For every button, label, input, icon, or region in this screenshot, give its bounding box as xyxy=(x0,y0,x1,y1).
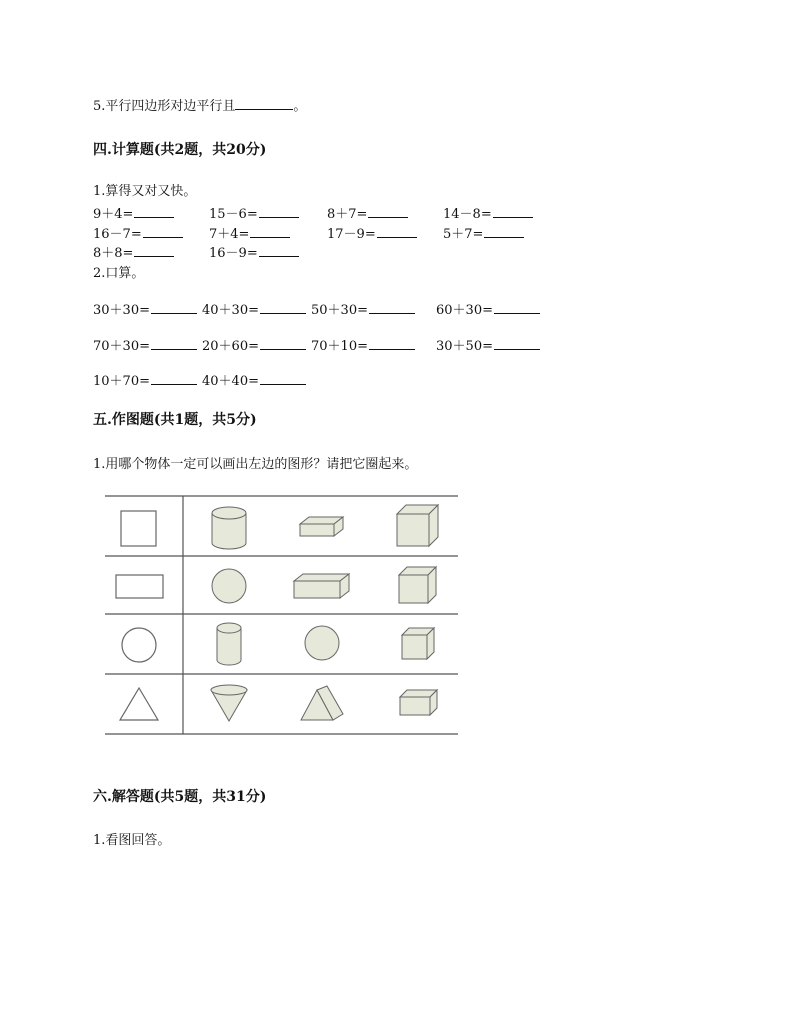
equation: 30＋30= xyxy=(93,299,197,318)
equation: 20＋60= xyxy=(202,335,306,354)
cube-object[interactable] xyxy=(397,505,438,546)
section-heading-drawing: 五.作图题(共1题，共5分) xyxy=(93,412,257,428)
equation: 10＋70= xyxy=(93,370,197,389)
equation: 30＋50= xyxy=(436,335,540,354)
equation: 16－7= xyxy=(93,223,183,242)
section-heading-calculation: 四.计算题(共2题，共20分) xyxy=(93,142,267,158)
section-heading-answer: 六.解答题(共5题，共31分) xyxy=(93,789,267,805)
equation: 40＋30= xyxy=(202,299,306,318)
calc-question-1-title: 1.算得又对又快。 xyxy=(93,184,197,199)
question-text: 5.平行四边形对边平行且 xyxy=(93,99,236,114)
equation: 8＋7= xyxy=(327,203,408,222)
equation: 7＋4= xyxy=(209,223,290,242)
sphere-object[interactable] xyxy=(212,569,246,603)
equation: 50＋30= xyxy=(311,299,415,318)
drawing-question-1-title: 1.用哪个物体一定可以画出左边的图形？请把它圈起来。 xyxy=(93,457,418,472)
equation: 9＋4= xyxy=(93,203,174,222)
equation: 8＋8= xyxy=(93,242,174,261)
calc-question-2-title: 2.口算。 xyxy=(93,266,145,281)
circle-outline-icon xyxy=(122,628,156,662)
cylinder-object[interactable] xyxy=(212,507,246,549)
sphere-object[interactable] xyxy=(305,626,339,660)
equation: 16－9= xyxy=(209,242,299,261)
answer-question-1-title: 1.看图回答。 xyxy=(93,833,171,848)
equation: 40＋40= xyxy=(202,370,306,389)
equation: 70＋30= xyxy=(93,335,197,354)
triangle-outline-icon xyxy=(120,688,158,720)
cone-object[interactable] xyxy=(211,685,247,721)
equation: 15－6= xyxy=(209,203,299,222)
triangular-prism-object[interactable] xyxy=(301,686,343,720)
cube-object[interactable] xyxy=(399,567,436,603)
question-suffix: 。 xyxy=(293,99,307,114)
equation: 70＋10= xyxy=(311,335,415,354)
equation: 5＋7= xyxy=(443,223,524,242)
equation: 60＋30= xyxy=(436,299,540,318)
small-cylinder-object[interactable] xyxy=(217,623,241,665)
long-cuboid-object[interactable] xyxy=(294,574,349,598)
equation: 17－9= xyxy=(327,223,417,242)
flat-cuboid-object[interactable] xyxy=(300,517,343,536)
square-outline-icon xyxy=(121,511,156,546)
flat-box-object[interactable] xyxy=(400,690,437,715)
rectangle-outline-icon xyxy=(116,575,163,598)
small-cube-object[interactable] xyxy=(402,628,434,659)
equation: 14－8= xyxy=(443,203,533,222)
